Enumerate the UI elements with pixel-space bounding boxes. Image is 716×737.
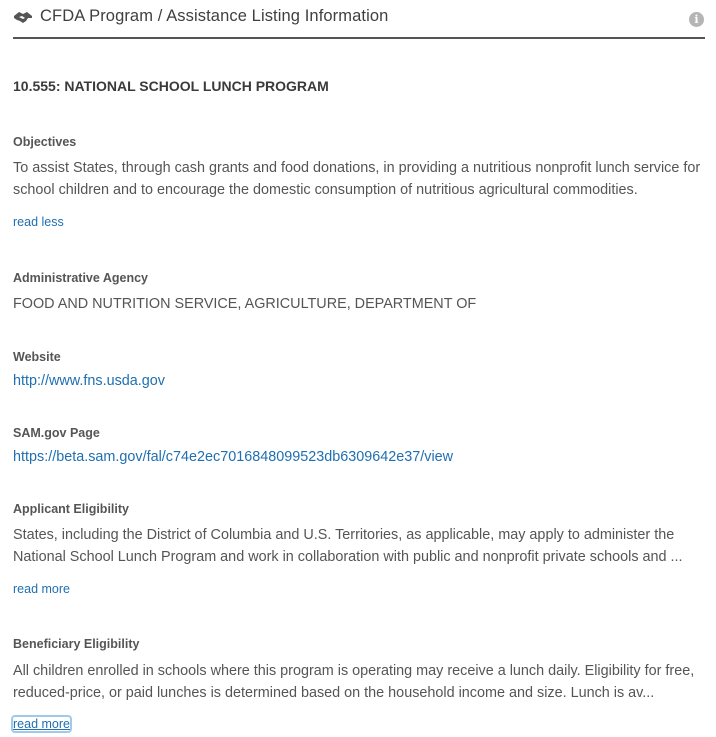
beneficiary-eligibility-text: All children enrolled in schools where this program is operating may receive a lunch daily. Eligibility for free, reduced-price, or paid lunches is determined based on the household income and size. Lunch is av... xyxy=(13,663,695,701)
website-link[interactable]: http://www.fns.usda.gov xyxy=(13,373,165,389)
objectives-read-less-link[interactable]: read less xyxy=(13,215,64,229)
objectives-text: To assist States, through cash grants and food donations, in providing a nutritious nonprofit lunch service for school children and to encourage the domestic consumption of nutritious agricultural commodities. xyxy=(13,160,701,198)
beneficiary-eligibility-label: Beneficiary Eligibility xyxy=(13,637,140,651)
program-title: 10.555: NATIONAL SCHOOL LUNCH PROGRAM xyxy=(13,78,329,94)
panel-title: CFDA Program / Assistance Listing Information xyxy=(40,7,389,25)
applicant-eligibility-read-more-link[interactable]: read more xyxy=(13,582,70,596)
cfda-panel xyxy=(13,0,705,731)
applicant-eligibility-label: Applicant Eligibility xyxy=(13,502,129,516)
applicant-eligibility-text: States, including the District of Columbia and U.S. Territories, as applicable, may apply to administer the National School Lunch Program and work in collaboration with public and nonprofit private schools and ... xyxy=(13,527,683,565)
info-icon[interactable]: i xyxy=(689,12,704,27)
sam-page-label: SAM.gov Page xyxy=(13,426,100,440)
objectives-label: Objectives xyxy=(13,135,77,149)
sam-page-link[interactable]: https://beta.sam.gov/fal/c74e2ec7016848099523db6309642e37/view xyxy=(13,449,454,465)
agency-text: FOOD AND NUTRITION SERVICE, AGRICULTURE, DEPARTMENT OF xyxy=(13,296,477,312)
handshake-icon xyxy=(13,9,33,27)
panel-header xyxy=(13,0,705,39)
agency-label: Administrative Agency xyxy=(13,271,148,285)
beneficiary-eligibility-read-more-link[interactable]: read more xyxy=(13,717,70,731)
website-label: Website xyxy=(13,350,61,364)
